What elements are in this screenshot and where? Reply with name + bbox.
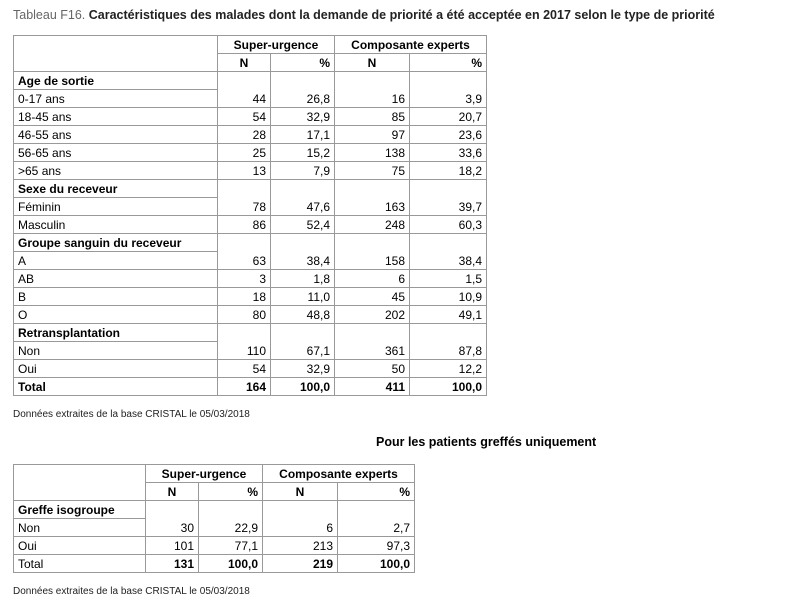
super-urgence-pct: 77,1 xyxy=(199,537,263,555)
group-header-row xyxy=(14,465,415,483)
composante-experts-n: 202 xyxy=(335,306,410,324)
composante-experts-n: 97 xyxy=(335,126,410,144)
value-cell: 87,8 xyxy=(410,324,487,360)
composante-experts-pct: 100,0 xyxy=(338,555,415,573)
section-row xyxy=(14,72,487,90)
value-cell: 26,8 xyxy=(271,72,335,108)
group-header-row xyxy=(14,36,487,54)
super-urgence-n: 164 xyxy=(218,378,271,396)
composante-experts-n: 138 xyxy=(335,144,410,162)
corner-cell xyxy=(14,465,146,483)
group-header-super-urgence: Super-urgence xyxy=(218,36,335,54)
composante-experts-pct: 23,6 xyxy=(410,126,487,144)
super-urgence-n: 54 xyxy=(218,360,271,378)
composante-experts-pct: 97,3 xyxy=(338,537,415,555)
super-urgence-pct: 100,0 xyxy=(271,378,335,396)
section-row xyxy=(14,501,415,519)
row-label: 18-45 ans xyxy=(14,108,218,126)
composante-experts-n: 6 xyxy=(335,270,410,288)
section-heading: Age de sortie xyxy=(14,72,218,90)
value-cell: 47,6 xyxy=(271,180,335,216)
graft-table xyxy=(13,464,415,573)
composante-experts-n: 213 xyxy=(263,537,338,555)
value-cell: 38,4 xyxy=(410,234,487,270)
row-label: AB xyxy=(14,270,218,288)
table-row xyxy=(14,216,487,234)
super-urgence-n: 54 xyxy=(218,108,271,126)
value-cell: 163 xyxy=(335,180,410,216)
row-label: B xyxy=(14,288,218,306)
col-header-n: N xyxy=(335,54,410,72)
composante-experts-n: 75 xyxy=(335,162,410,180)
composante-experts-pct: 49,1 xyxy=(410,306,487,324)
super-urgence-n: 13 xyxy=(218,162,271,180)
composante-experts-pct: 33,6 xyxy=(410,144,487,162)
composante-experts-pct: 10,9 xyxy=(410,288,487,306)
table-row xyxy=(14,162,487,180)
corner-cell xyxy=(14,36,218,54)
composante-experts-pct: 20,7 xyxy=(410,108,487,126)
super-urgence-n: 80 xyxy=(218,306,271,324)
value-cell: 63 xyxy=(218,234,271,270)
row-label: A xyxy=(14,252,218,270)
section-heading: Groupe sanguin du receveur xyxy=(14,234,218,252)
table-number: Tableau F16. xyxy=(13,8,86,22)
section-subtitle: Pour les patients greffés uniquement xyxy=(376,435,597,449)
column-header-row xyxy=(14,483,415,501)
row-label: Féminin xyxy=(14,198,218,216)
section-row xyxy=(14,324,487,342)
total-row xyxy=(14,378,487,396)
composante-experts-n: 45 xyxy=(335,288,410,306)
row-label: Oui xyxy=(14,537,146,555)
super-urgence-pct: 32,9 xyxy=(271,108,335,126)
composante-experts-n: 248 xyxy=(335,216,410,234)
super-urgence-pct: 7,9 xyxy=(271,162,335,180)
table-title xyxy=(13,8,715,22)
value-cell: 158 xyxy=(335,234,410,270)
col-header-n: N xyxy=(218,54,271,72)
corner-cell xyxy=(14,483,146,501)
super-urgence-pct: 32,9 xyxy=(271,360,335,378)
col-header-pct: % xyxy=(410,54,487,72)
row-label: 0-17 ans xyxy=(14,90,218,108)
group-header-composante-experts: Composante experts xyxy=(263,465,415,483)
super-urgence-n: 28 xyxy=(218,126,271,144)
super-urgence-n: 3 xyxy=(218,270,271,288)
source-note: Données extraites de la base CRISTAL le 05/03/2018 xyxy=(13,586,250,597)
section-row xyxy=(14,234,487,252)
col-header-pct: % xyxy=(338,483,415,501)
composante-experts-pct: 100,0 xyxy=(410,378,487,396)
value-cell: 38,4 xyxy=(271,234,335,270)
col-header-pct: % xyxy=(199,483,263,501)
super-urgence-pct: 15,2 xyxy=(271,144,335,162)
value-cell: 22,9 xyxy=(199,501,263,537)
row-label: Non xyxy=(14,342,218,360)
value-cell: 361 xyxy=(335,324,410,360)
table-row xyxy=(14,537,415,555)
super-urgence-pct: 52,4 xyxy=(271,216,335,234)
table-row xyxy=(14,144,487,162)
table-row xyxy=(14,360,487,378)
super-urgence-n: 18 xyxy=(218,288,271,306)
row-label: Non xyxy=(14,519,146,537)
value-cell: 3,9 xyxy=(410,72,487,108)
table-caption: Caractéristiques des malades dont la demande de priorité a été acceptée en 2017 selon le type de priorité xyxy=(88,8,715,22)
composante-experts-pct: 60,3 xyxy=(410,216,487,234)
super-urgence-pct: 11,0 xyxy=(271,288,335,306)
section-row xyxy=(14,180,487,198)
value-cell: 44 xyxy=(218,72,271,108)
value-cell: 30 xyxy=(146,501,199,537)
group-header-composante-experts: Composante experts xyxy=(335,36,487,54)
total-row xyxy=(14,555,415,573)
value-cell: 78 xyxy=(218,180,271,216)
row-label: Oui xyxy=(14,360,218,378)
corner-cell xyxy=(14,54,218,72)
table-row xyxy=(14,270,487,288)
composante-experts-pct: 12,2 xyxy=(410,360,487,378)
super-urgence-n: 25 xyxy=(218,144,271,162)
composante-experts-n: 219 xyxy=(263,555,338,573)
row-label: Total xyxy=(14,555,146,573)
col-header-n: N xyxy=(263,483,338,501)
row-label: 56-65 ans xyxy=(14,144,218,162)
value-cell: 39,7 xyxy=(410,180,487,216)
row-label: Total xyxy=(14,378,218,396)
super-urgence-n: 86 xyxy=(218,216,271,234)
col-header-pct: % xyxy=(271,54,335,72)
row-label: O xyxy=(14,306,218,324)
section-heading: Sexe du receveur xyxy=(14,180,218,198)
super-urgence-pct: 100,0 xyxy=(199,555,263,573)
characteristics-table xyxy=(13,35,487,396)
row-label: Masculin xyxy=(14,216,218,234)
table-row xyxy=(14,108,487,126)
composante-experts-n: 50 xyxy=(335,360,410,378)
value-cell: 2,7 xyxy=(338,501,415,537)
section-heading: Retransplantation xyxy=(14,324,218,342)
table-row xyxy=(14,126,487,144)
composante-experts-pct: 1,5 xyxy=(410,270,487,288)
row-label: >65 ans xyxy=(14,162,218,180)
value-cell: 110 xyxy=(218,324,271,360)
value-cell: 6 xyxy=(263,501,338,537)
super-urgence-pct: 17,1 xyxy=(271,126,335,144)
col-header-n: N xyxy=(146,483,199,501)
composante-experts-n: 411 xyxy=(335,378,410,396)
super-urgence-n: 131 xyxy=(146,555,199,573)
table-row xyxy=(14,288,487,306)
super-urgence-n: 101 xyxy=(146,537,199,555)
composante-experts-pct: 18,2 xyxy=(410,162,487,180)
value-cell: 16 xyxy=(335,72,410,108)
table-row xyxy=(14,306,487,324)
value-cell: 67,1 xyxy=(271,324,335,360)
super-urgence-pct: 48,8 xyxy=(271,306,335,324)
source-note: Données extraites de la base CRISTAL le 05/03/2018 xyxy=(13,409,250,420)
section-heading: Greffe isogroupe xyxy=(14,501,146,519)
super-urgence-pct: 1,8 xyxy=(271,270,335,288)
row-label: 46-55 ans xyxy=(14,126,218,144)
column-header-row xyxy=(14,54,487,72)
group-header-super-urgence: Super-urgence xyxy=(146,465,263,483)
composante-experts-n: 85 xyxy=(335,108,410,126)
